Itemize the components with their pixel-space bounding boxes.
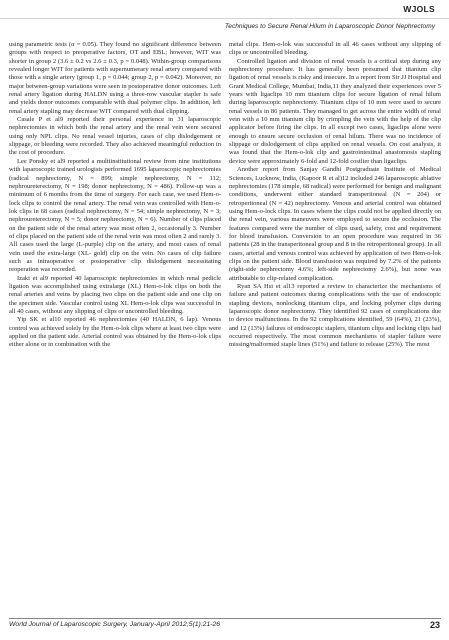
footer-journal-citation: World Journal of Laparoscopic Surgery, January-April 2012;5(1):21-26 — [9, 621, 221, 628]
running-title: Techniques to Secure Renal Hilum in Laparoscopic Donor Nephrectomy — [224, 23, 435, 30]
paragraph: Yip SK et al10 reported 46 nephrectomies (40 HALDN, 6 lap). Venous control was achieved solely by the Hem-o-lok clips where at least two clips were applied on the patient side. Arterial control was obtained by the Hem-o-lok clips either alone or in combination with the — [9, 316, 221, 349]
paragraph: Casale P et al9 reported their personal experience in 31 laparoscopic nephrectomies in which both the renal artery and the renal vein were secured using only NPL clips. No renal vessel injuries, cases of clip dislodgement or slippage, or bleeding were recorded. They also achieved meaningful reduction in the cost of procedure. — [9, 116, 221, 157]
left-column — [9, 41, 221, 621]
paragraph: Another report from Sanjay Gandhi Postgraduate Institute of Medical Sciences, Lucknow, India, (Kapoor R et al)12 included 246 laparoscopic ablative nephrectomies (178 simple, 68 radical) were performed for benign and malignant conditions, underwent either standard transperitoneal (N = 204) or retroperitoneal (N = 42) nephrectomy. Venous and arterial control was obtained using Hem-o-lock clips. In cases where the clips could not be applied directly on the renal vein, various maneuvers were employed to secure the occlusion. The features compared were the number of clips used, safety, cost and requirement for blood transfusion. Conversion to an open procedure was required in 36 patients (28 in the transperitoneal group and 8 in the retroperitoneal group). In all cases, arterial and venous control was achieved by application of two Hem-o-lok clips on the patient side. Blood transfusion was required by 7.2% of the patients (right-side nephrectomy 4.6%; left-side nephrectomy 2.6%), but none was attributable to clip-related complication. — [229, 166, 441, 282]
journal-tag: WJOLS — [403, 4, 435, 14]
header-rule — [0, 18, 449, 19]
paragraph: Lee Ponsky et al9 reported a multiinstitutional review from nine institutions with laparoscopic trained urologists performed 1695 laparoscopic nephrectomies (radical nephrectomy, N = 899; simple nephrectomy, N = 112; nephroureterectomy, N = 198; donor nephrectomy, N = 486). Follow-up was a minimum of 6 months from the time of surgery. For each case, we used Hem-o-lock clips to control the renal artery. The renal vein was controlled with Hem-o-lok clips in 68 cases (radical nephrectomy, N = 54; simple nephrectomy, N = 3; nephroureterectomy, N = 5; donor nephrectomy, N = 6). Number of clips placed on the patient side of the renal artery was most often 2, occasionally 3. Number of clips placed on the patient side of the renal vein was most often 2 and rarely 3. All cases used the large (L-purple) clip on the artery, and most cases of renal vein used the extra-large (XL- gold) clip on the vein. No cases of clip failure such as intraoperative or postoperative clip dislodgement necessitating reoperation was recorded. — [9, 157, 221, 274]
footer-rule — [9, 618, 441, 619]
page-number: 23 — [429, 620, 440, 630]
paragraph: using parametric tests (α = 0.05). They found no significant difference between groups with respect to preoperative factors, OT and EBL; however, WIT was shorter in group 2 (3.6 ± 0.2 vs 2.6 ± 0.3, p = 0.048). Within-group comparisons revealed longer WIT for patients with supernumerary renal artery compared with those with a single artery (group 1, p = 0.044; group 2, p = 0.042). Moreover, no major between-group variations were seen in postoperative donor outcomes. Left renal artery ligation during HALDN using a three-row vascular stapler is safe and yields donor outcomes comparable with dual polymer clips. In addition, left renal artery stapling may decrease WIT compared with dual clipping. — [9, 41, 221, 115]
paragraph: metal clips. Hem-o-lok was successful in all 46 cases without any slipping of clips or uncontrolled bleeding. — [229, 41, 441, 57]
paragraph: Izaki et al9 reported 40 laparoscopic nephrectomies in which renal pedicle ligation was accomplished using extralarge (XL) Hem-o-lok clips on both the renal arteries and veins by placing two clips on the patient side and one clip on the specimen side. Vascular control using XL Hem-o-lok clips was successful in all 40 cases, without any slipping of clips or uncontrolled bleeding. — [9, 274, 221, 315]
article-body — [9, 41, 441, 621]
paragraph: Ryan SA Hsi et al13 reported a review to characterize the mechanisms of failure and patient outcomes during complications with the use of endoscopic stapling devices, nonlocking titanium clips, and locking polymer clips during laparoscopic donor nephrectomy. They identified 92 cases of complications due to device malfunctions. In the 92 complications identified, 59 (64%), 21 (23%), and 12 (13%) failures of endoscopic staplers, titanium clips and locking clips had occurred respectively. The most common mechanisms of stapler failure were missing/malformed staple lines (51%) and failure to release (25%). The most — [229, 282, 441, 349]
right-column — [229, 41, 441, 621]
paragraph: Controlled ligation and division of renal vessels is a critical step during any nephrectomy procedure. It has generally been presumed that titanium clip ligation of renal vessels is risky and insecure. In a report from Sir JJ Hospital and Grant Medical College, Mumbai, India,11 they analyzed their experiences over 5 years with ligaclips 10 mm titanium clips for secure ligation of renal hilum during laparoscopic nephrectomy. Titanium clips of 10 mm were used to secure renal vessels in 86 patients. They managed to get across the entire width of renal vein with a 10 mm titanium clip by crimpling the vein with the help of the clip applicator before firing the clips. In all except two cases, ligaclips alone were enough to ensure secure occlusion of renal hilum. There was no incidence of slippage or dislodgement of clips applied on renal vessels. On cost analysis, it was found that the Hem-o-lok clip and gastrointestinal anastomosis stapling device were approximately 6-fold and 12-fold costlier than ligaclips. — [229, 57, 441, 165]
